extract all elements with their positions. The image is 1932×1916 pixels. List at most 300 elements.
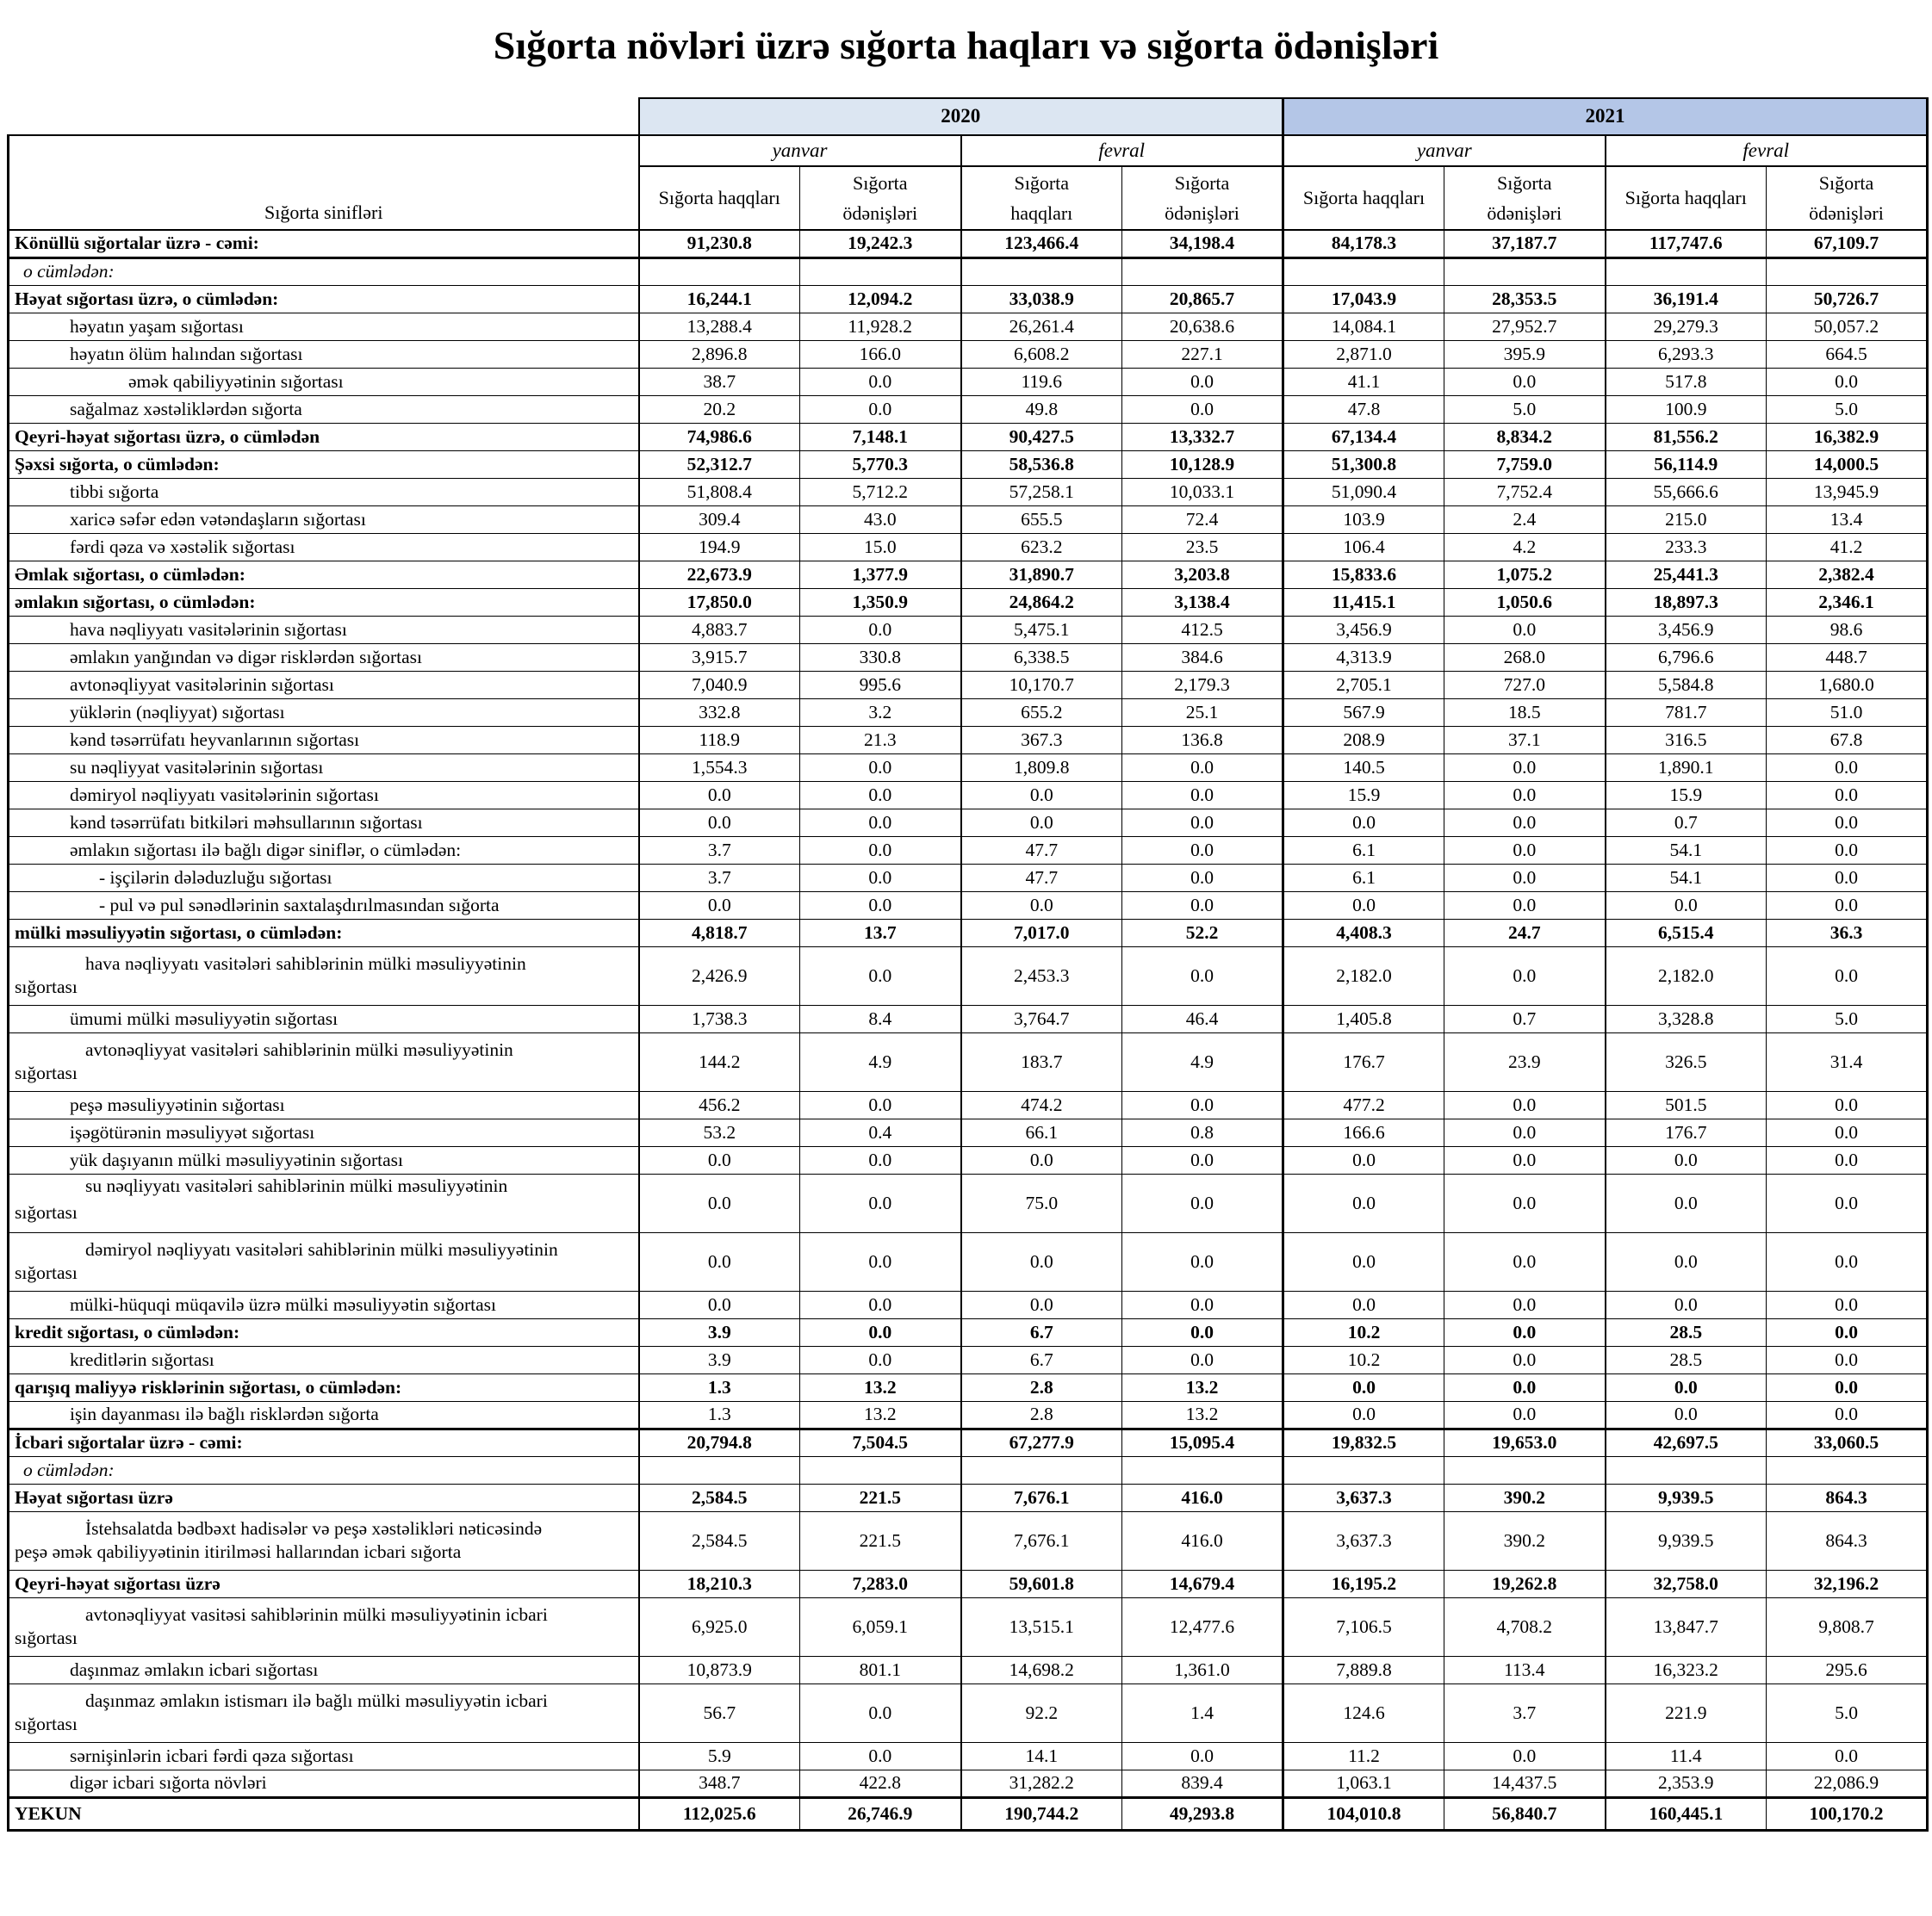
value-cell: 0.0 <box>1767 1091 1928 1119</box>
value-cell: 9,939.5 <box>1606 1484 1767 1511</box>
table-row <box>9 1597 1928 1656</box>
row-label: kreditlərin sığortası <box>9 1346 639 1373</box>
value-cell: 91,230.8 <box>639 230 800 257</box>
value-cell: 5,712.2 <box>800 478 961 505</box>
value-cell: 13.2 <box>1122 1373 1283 1401</box>
value-cell: 0.0 <box>1606 1232 1767 1291</box>
value-cell: 7,504.5 <box>800 1429 961 1456</box>
value-cell: 0.0 <box>1767 1742 1928 1770</box>
value-cell: 0.0 <box>800 395 961 423</box>
month-header: yanvar <box>639 135 961 166</box>
value-cell: 104,010.8 <box>1283 1797 1444 1830</box>
value-cell: 0.0 <box>800 864 961 891</box>
value-cell: 1.3 <box>639 1401 800 1429</box>
insurance-table <box>7 97 1929 1832</box>
value-cell: 84,178.3 <box>1283 230 1444 257</box>
year-band-2020: 2020 <box>639 98 1283 135</box>
value-cell: 0.0 <box>1283 809 1444 836</box>
value-cell: 1,377.9 <box>800 561 961 588</box>
value-cell: 7,752.4 <box>1444 478 1606 505</box>
value-cell: 19,653.0 <box>1444 1429 1606 1456</box>
value-cell: 41.2 <box>1767 533 1928 561</box>
value-cell: 5.0 <box>1767 1005 1928 1032</box>
value-cell: 501.5 <box>1606 1091 1767 1119</box>
table-row <box>9 616 1928 643</box>
table-row <box>9 1456 1928 1484</box>
value-cell: 20,638.6 <box>1122 313 1283 340</box>
value-cell: 2,353.9 <box>1606 1770 1767 1797</box>
value-cell: 9,808.7 <box>1767 1597 1928 1656</box>
row-label: mülki məsuliyyətin sığortası, o cümlədən: <box>9 919 639 946</box>
value-cell: 5,475.1 <box>961 616 1122 643</box>
value-cell: 67,109.7 <box>1767 230 1928 257</box>
value-cell: 13.2 <box>1122 1401 1283 1429</box>
value-cell: 10,128.9 <box>1122 450 1283 478</box>
value-cell: 0.0 <box>1767 809 1928 836</box>
table-row <box>9 533 1928 561</box>
value-cell: 0.0 <box>800 1346 961 1373</box>
value-cell: 10,033.1 <box>1122 478 1283 505</box>
value-cell: 0.0 <box>1767 864 1928 891</box>
row-label: Həyat sığortası üzrə, o cümlədən: <box>9 285 639 313</box>
value-cell: 136.8 <box>1122 726 1283 753</box>
value-cell: 3,764.7 <box>961 1005 1122 1032</box>
value-cell: 6,608.2 <box>961 340 1122 368</box>
value-cell: 37,187.7 <box>1444 230 1606 257</box>
value-cell: 18,210.3 <box>639 1570 800 1597</box>
value-cell: 0.0 <box>1122 864 1283 891</box>
value-cell: 0.0 <box>1606 1291 1767 1318</box>
months-row <box>9 135 1928 166</box>
value-cell: 0.0 <box>1122 1174 1283 1232</box>
value-cell: 0.0 <box>1767 781 1928 809</box>
value-cell: 1,405.8 <box>1283 1005 1444 1032</box>
table-row <box>9 781 1928 809</box>
value-cell: 412.5 <box>1122 616 1283 643</box>
value-cell: 0.0 <box>639 781 800 809</box>
value-cell: 59,601.8 <box>961 1570 1122 1597</box>
measure-header: Sığorta haqqları <box>639 166 800 230</box>
value-cell: 31,890.7 <box>961 561 1122 588</box>
value-cell: 384.6 <box>1122 643 1283 671</box>
value-cell: 3.9 <box>639 1318 800 1346</box>
value-cell <box>1767 1456 1928 1484</box>
table-row <box>9 285 1928 313</box>
value-cell: 0.0 <box>800 368 961 395</box>
value-cell: 4,818.7 <box>639 919 800 946</box>
value-cell: 113.4 <box>1444 1656 1606 1683</box>
value-cell: 7,040.9 <box>639 671 800 698</box>
value-cell: 395.9 <box>1444 340 1606 368</box>
value-cell: 0.0 <box>800 946 961 1005</box>
value-cell: 41.1 <box>1283 368 1444 395</box>
value-cell: 233.3 <box>1606 533 1767 561</box>
row-label: digər icbari sığorta növləri <box>9 1770 639 1797</box>
value-cell: 0.0 <box>1444 1318 1606 1346</box>
value-cell: 0.0 <box>800 1742 961 1770</box>
value-cell: 43.0 <box>800 505 961 533</box>
value-cell: 3.9 <box>639 1346 800 1373</box>
value-cell: 0.0 <box>800 753 961 781</box>
value-cell: 5.0 <box>1444 395 1606 423</box>
value-cell: 4.2 <box>1444 533 1606 561</box>
row-label: Həyat sığortası üzrə <box>9 1484 639 1511</box>
row-label: hava nəqliyyatı vasitələri sahiblərinin mülki məsuliyyətinin sığortası <box>9 946 639 1005</box>
table-row <box>9 1511 1928 1570</box>
value-cell: 17,850.0 <box>639 588 800 616</box>
value-cell: 117,747.6 <box>1606 230 1767 257</box>
value-cell <box>1283 1456 1444 1484</box>
value-cell: 0.0 <box>800 836 961 864</box>
value-cell: 0.0 <box>800 616 961 643</box>
table-row <box>9 1656 1928 1683</box>
row-label: kredit sığortası, o cümlədən: <box>9 1318 639 1346</box>
value-cell: 25,441.3 <box>1606 561 1767 588</box>
value-cell: 66.1 <box>961 1119 1122 1146</box>
value-cell: 0.0 <box>1122 1146 1283 1174</box>
value-cell: 6.7 <box>961 1318 1122 1346</box>
value-cell: 0.0 <box>639 1232 800 1291</box>
value-cell: 3.7 <box>1444 1683 1606 1742</box>
value-cell: 3,456.9 <box>1283 616 1444 643</box>
value-cell: 0.0 <box>800 1091 961 1119</box>
value-cell: 67.8 <box>1767 726 1928 753</box>
value-cell: 0.0 <box>1444 616 1606 643</box>
value-cell: 367.3 <box>961 726 1122 753</box>
value-cell: 0.0 <box>1122 946 1283 1005</box>
value-cell: 474.2 <box>961 1091 1122 1119</box>
value-cell: 2,453.3 <box>961 946 1122 1005</box>
value-cell <box>1606 257 1767 285</box>
row-label: avtonəqliyyat vasitələrinin sığortası <box>9 671 639 698</box>
value-cell: 14,698.2 <box>961 1656 1122 1683</box>
value-cell: 28.5 <box>1606 1318 1767 1346</box>
value-cell: 1,050.6 <box>1444 588 1606 616</box>
value-cell: 0.0 <box>1444 1232 1606 1291</box>
value-cell: 1,075.2 <box>1444 561 1606 588</box>
value-cell: 6,796.6 <box>1606 643 1767 671</box>
value-cell: 20.2 <box>639 395 800 423</box>
value-cell: 1,809.8 <box>961 753 1122 781</box>
row-label: əmlakın sığortası, o cümlədən: <box>9 588 639 616</box>
value-cell <box>639 1456 800 1484</box>
value-cell: 0.7 <box>1444 1005 1606 1032</box>
value-cell: 9,939.5 <box>1606 1511 1767 1570</box>
value-cell: 0.0 <box>1283 891 1444 919</box>
value-cell: 221.9 <box>1606 1683 1767 1742</box>
table-row <box>9 1146 1928 1174</box>
value-cell: 1,680.0 <box>1767 671 1928 698</box>
value-cell: 0.0 <box>1283 1373 1444 1401</box>
row-label: - işçilərin dələduzluğu sığortası <box>9 864 639 891</box>
value-cell: 0.0 <box>961 891 1122 919</box>
value-cell: 348.7 <box>639 1770 800 1797</box>
value-cell: 7,017.0 <box>961 919 1122 946</box>
table-row <box>9 753 1928 781</box>
value-cell: 3,138.4 <box>1122 588 1283 616</box>
table-row <box>9 368 1928 395</box>
row-label: Şəxsi sığorta, o cümlədən: <box>9 450 639 478</box>
value-cell: 4,883.7 <box>639 616 800 643</box>
value-cell: 0.0 <box>800 1318 961 1346</box>
value-cell: 0.0 <box>800 1174 961 1232</box>
value-cell: 1.3 <box>639 1373 800 1401</box>
value-cell: 0.0 <box>1444 1373 1606 1401</box>
value-cell: 0.0 <box>1767 1318 1928 1346</box>
row-label: yüklərin (nəqliyyat) sığortası <box>9 698 639 726</box>
value-cell <box>1767 257 1928 285</box>
month-header: fevral <box>1606 135 1928 166</box>
value-cell: 2,584.5 <box>639 1511 800 1570</box>
year-band-2021: 2021 <box>1283 98 1928 135</box>
value-cell: 0.0 <box>1283 1401 1444 1429</box>
row-label: əmlakın yanğından və digər risklərdən sığortası <box>9 643 639 671</box>
value-cell: 0.0 <box>1767 1346 1928 1373</box>
row-label: sərnişinlərin icbari fərdi qəza sığortası <box>9 1742 639 1770</box>
value-cell: 0.0 <box>1606 891 1767 919</box>
value-cell: 7,676.1 <box>961 1484 1122 1511</box>
value-cell: 4.9 <box>1122 1032 1283 1091</box>
value-cell: 0.0 <box>1767 1174 1928 1232</box>
value-cell: 56,114.9 <box>1606 450 1767 478</box>
value-cell: 160,445.1 <box>1606 1797 1767 1830</box>
row-label: İcbari sığortalar üzrə - cəmi: <box>9 1429 639 1456</box>
value-cell: 0.0 <box>1444 946 1606 1005</box>
value-cell: 0.0 <box>639 809 800 836</box>
value-cell: 32,758.0 <box>1606 1570 1767 1597</box>
value-cell: 56.7 <box>639 1683 800 1742</box>
value-cell: 727.0 <box>1444 671 1606 698</box>
value-cell: 0.0 <box>800 1291 961 1318</box>
value-cell: 81,556.2 <box>1606 423 1767 450</box>
row-label: daşınmaz əmlakın istismarı ilə bağlı mülki məsuliyyətin icbari sığortası <box>9 1683 639 1742</box>
value-cell: 995.6 <box>800 671 961 698</box>
value-cell: 3,915.7 <box>639 643 800 671</box>
value-cell: 1,738.3 <box>639 1005 800 1032</box>
row-label: işəgötürənin məsuliyyət sığortası <box>9 1119 639 1146</box>
value-cell: 2,896.8 <box>639 340 800 368</box>
value-cell: 0.0 <box>1122 1318 1283 1346</box>
measure-header: Sığorta ödənişləri <box>1122 166 1283 230</box>
row-label: xaricə səfər edən vətəndaşların sığortası <box>9 505 639 533</box>
row-label: işin dayanması ilə bağlı risklərdən sığorta <box>9 1401 639 1429</box>
value-cell: 6.1 <box>1283 836 1444 864</box>
value-cell: 0.0 <box>1122 781 1283 809</box>
value-cell: 4.9 <box>800 1032 961 1091</box>
value-cell: 0.0 <box>639 891 800 919</box>
value-cell: 10.2 <box>1283 1346 1444 1373</box>
table-row <box>9 1291 1928 1318</box>
value-cell: 864.3 <box>1767 1511 1928 1570</box>
value-cell: 0.0 <box>961 1146 1122 1174</box>
value-cell: 51.0 <box>1767 698 1928 726</box>
value-cell <box>1444 257 1606 285</box>
value-cell: 51,300.8 <box>1283 450 1444 478</box>
value-cell: 15.9 <box>1606 781 1767 809</box>
value-cell: 100.9 <box>1606 395 1767 423</box>
table-row <box>9 1373 1928 1401</box>
measure-header: Sığorta ödənişləri <box>800 166 961 230</box>
value-cell: 11.2 <box>1283 1742 1444 1770</box>
value-cell: 0.0 <box>1444 1346 1606 1373</box>
value-cell: 6,293.3 <box>1606 340 1767 368</box>
table-row <box>9 1429 1928 1456</box>
value-cell: 17,043.9 <box>1283 285 1444 313</box>
value-cell: 166.0 <box>800 340 961 368</box>
value-cell: 664.5 <box>1767 340 1928 368</box>
value-cell: 166.6 <box>1283 1119 1444 1146</box>
value-cell: 124.6 <box>1283 1683 1444 1742</box>
value-cell: 0.0 <box>1122 891 1283 919</box>
value-cell: 6.7 <box>961 1346 1122 1373</box>
value-cell: 0.0 <box>1444 1174 1606 1232</box>
row-label: qarışıq maliyyə risklərinin sığortası, o cümlədən: <box>9 1373 639 1401</box>
value-cell: 75.0 <box>961 1174 1122 1232</box>
value-cell: 27,952.7 <box>1444 313 1606 340</box>
value-cell: 51,090.4 <box>1283 478 1444 505</box>
value-cell: 29,279.3 <box>1606 313 1767 340</box>
table-row <box>9 919 1928 946</box>
value-cell: 0.0 <box>800 781 961 809</box>
row-label: Könüllü sığortalar üzrə - cəmi: <box>9 230 639 257</box>
value-cell: 0.0 <box>1122 395 1283 423</box>
value-cell: 864.3 <box>1767 1484 1928 1511</box>
value-cell: 0.0 <box>1122 1232 1283 1291</box>
value-cell: 0.0 <box>1767 1232 1928 1291</box>
value-cell: 3.7 <box>639 836 800 864</box>
value-cell: 309.4 <box>639 505 800 533</box>
value-cell: 781.7 <box>1606 698 1767 726</box>
row-label: avtonəqliyyat vasitəsi sahiblərinin mülki məsuliyyətinin icbari sığortası <box>9 1597 639 1656</box>
table-row <box>9 726 1928 753</box>
value-cell: 2,871.0 <box>1283 340 1444 368</box>
value-cell: 208.9 <box>1283 726 1444 753</box>
value-cell: 0.0 <box>800 1683 961 1742</box>
value-cell: 13,847.7 <box>1606 1597 1767 1656</box>
value-cell: 0.0 <box>961 781 1122 809</box>
value-cell <box>1444 1456 1606 1484</box>
page-title: Sığorta növləri üzrə sığorta haqları və sığorta ödənişləri <box>493 23 1439 67</box>
value-cell: 32,196.2 <box>1767 1570 1928 1597</box>
row-label: avtonəqliyyat vasitələri sahiblərinin mülki məsuliyyətinin sığortası <box>9 1032 639 1091</box>
table-row <box>9 1318 1928 1346</box>
table-row <box>9 340 1928 368</box>
value-cell: 10,170.7 <box>961 671 1122 698</box>
value-cell: 332.8 <box>639 698 800 726</box>
value-cell: 2,382.4 <box>1767 561 1928 588</box>
value-cell: 10,873.9 <box>639 1656 800 1683</box>
value-cell: 58,536.8 <box>961 450 1122 478</box>
value-cell: 7,283.0 <box>800 1570 961 1597</box>
value-cell: 194.9 <box>639 533 800 561</box>
value-cell: 0.0 <box>1122 1346 1283 1373</box>
value-cell: 0.0 <box>1767 1291 1928 1318</box>
value-cell: 0.0 <box>1444 864 1606 891</box>
table-row <box>9 1683 1928 1742</box>
value-cell: 7,889.8 <box>1283 1656 1444 1683</box>
value-cell: 103.9 <box>1283 505 1444 533</box>
table-row <box>9 1770 1928 1797</box>
table-row <box>9 836 1928 864</box>
value-cell: 0.0 <box>1767 1401 1928 1429</box>
value-cell: 330.8 <box>800 643 961 671</box>
row-label: əmlakın sığortası ilə bağlı digər siniflər, o cümlədən: <box>9 836 639 864</box>
value-cell: 2,182.0 <box>1283 946 1444 1005</box>
value-cell: 390.2 <box>1444 1511 1606 1570</box>
value-cell: 0.0 <box>639 1174 800 1232</box>
value-cell: 34,198.4 <box>1122 230 1283 257</box>
row-label: - pul və pul sənədlərinin saxtalaşdırılmasından sığorta <box>9 891 639 919</box>
row-label: həyatın yaşam sığortası <box>9 313 639 340</box>
value-cell: 53.2 <box>639 1119 800 1146</box>
value-cell: 23.9 <box>1444 1032 1606 1091</box>
table-row <box>9 423 1928 450</box>
value-cell: 10.2 <box>1283 1318 1444 1346</box>
value-cell: 49,293.8 <box>1122 1797 1283 1830</box>
value-cell: 5,770.3 <box>800 450 961 478</box>
value-cell: 16,195.2 <box>1283 1570 1444 1597</box>
value-cell: 36,191.4 <box>1606 285 1767 313</box>
value-cell: 0.0 <box>800 1146 961 1174</box>
value-cell: 0.0 <box>1767 753 1928 781</box>
value-cell: 55,666.6 <box>1606 478 1767 505</box>
value-cell: 456.2 <box>639 1091 800 1119</box>
value-cell: 54.1 <box>1606 836 1767 864</box>
value-cell: 12,477.6 <box>1122 1597 1283 1656</box>
value-cell: 49.8 <box>961 395 1122 423</box>
value-cell: 119.6 <box>961 368 1122 395</box>
value-cell: 0.0 <box>800 1232 961 1291</box>
value-cell: 2.8 <box>961 1373 1122 1401</box>
value-cell: 8.4 <box>800 1005 961 1032</box>
value-cell: 0.0 <box>961 1291 1122 1318</box>
value-cell: 623.2 <box>961 533 1122 561</box>
value-cell: 47.8 <box>1283 395 1444 423</box>
value-cell: 0.0 <box>1767 836 1928 864</box>
value-cell: 0.0 <box>1122 1091 1283 1119</box>
value-cell <box>639 257 800 285</box>
value-cell <box>961 1456 1122 1484</box>
value-cell: 477.2 <box>1283 1091 1444 1119</box>
value-cell: 1.4 <box>1122 1683 1283 1742</box>
value-cell: 13.2 <box>800 1373 961 1401</box>
value-cell: 0.0 <box>1122 1742 1283 1770</box>
value-cell: 11.4 <box>1606 1742 1767 1770</box>
value-cell: 28.5 <box>1606 1346 1767 1373</box>
value-cell: 190,744.2 <box>961 1797 1122 1830</box>
table-row <box>9 257 1928 285</box>
value-cell: 11,928.2 <box>800 313 961 340</box>
value-cell: 295.6 <box>1767 1656 1928 1683</box>
table-row <box>9 891 1928 919</box>
measure-header: Sığorta haqqları <box>1606 166 1767 230</box>
value-cell: 0.0 <box>1122 836 1283 864</box>
value-cell: 2.8 <box>961 1401 1122 1429</box>
table-row <box>9 505 1928 533</box>
table-row <box>9 643 1928 671</box>
month-header: fevral <box>961 135 1283 166</box>
value-cell: 839.4 <box>1122 1770 1283 1797</box>
classes-header: Sığorta sinifləri <box>9 135 639 230</box>
table-row <box>9 1091 1928 1119</box>
value-cell: 0.0 <box>1283 1174 1444 1232</box>
band-blank-cell <box>9 98 639 135</box>
value-cell: 0.0 <box>800 809 961 836</box>
table-row <box>9 809 1928 836</box>
value-cell: 0.0 <box>1444 891 1606 919</box>
value-cell: 16,323.2 <box>1606 1656 1767 1683</box>
value-cell: 448.7 <box>1767 643 1928 671</box>
